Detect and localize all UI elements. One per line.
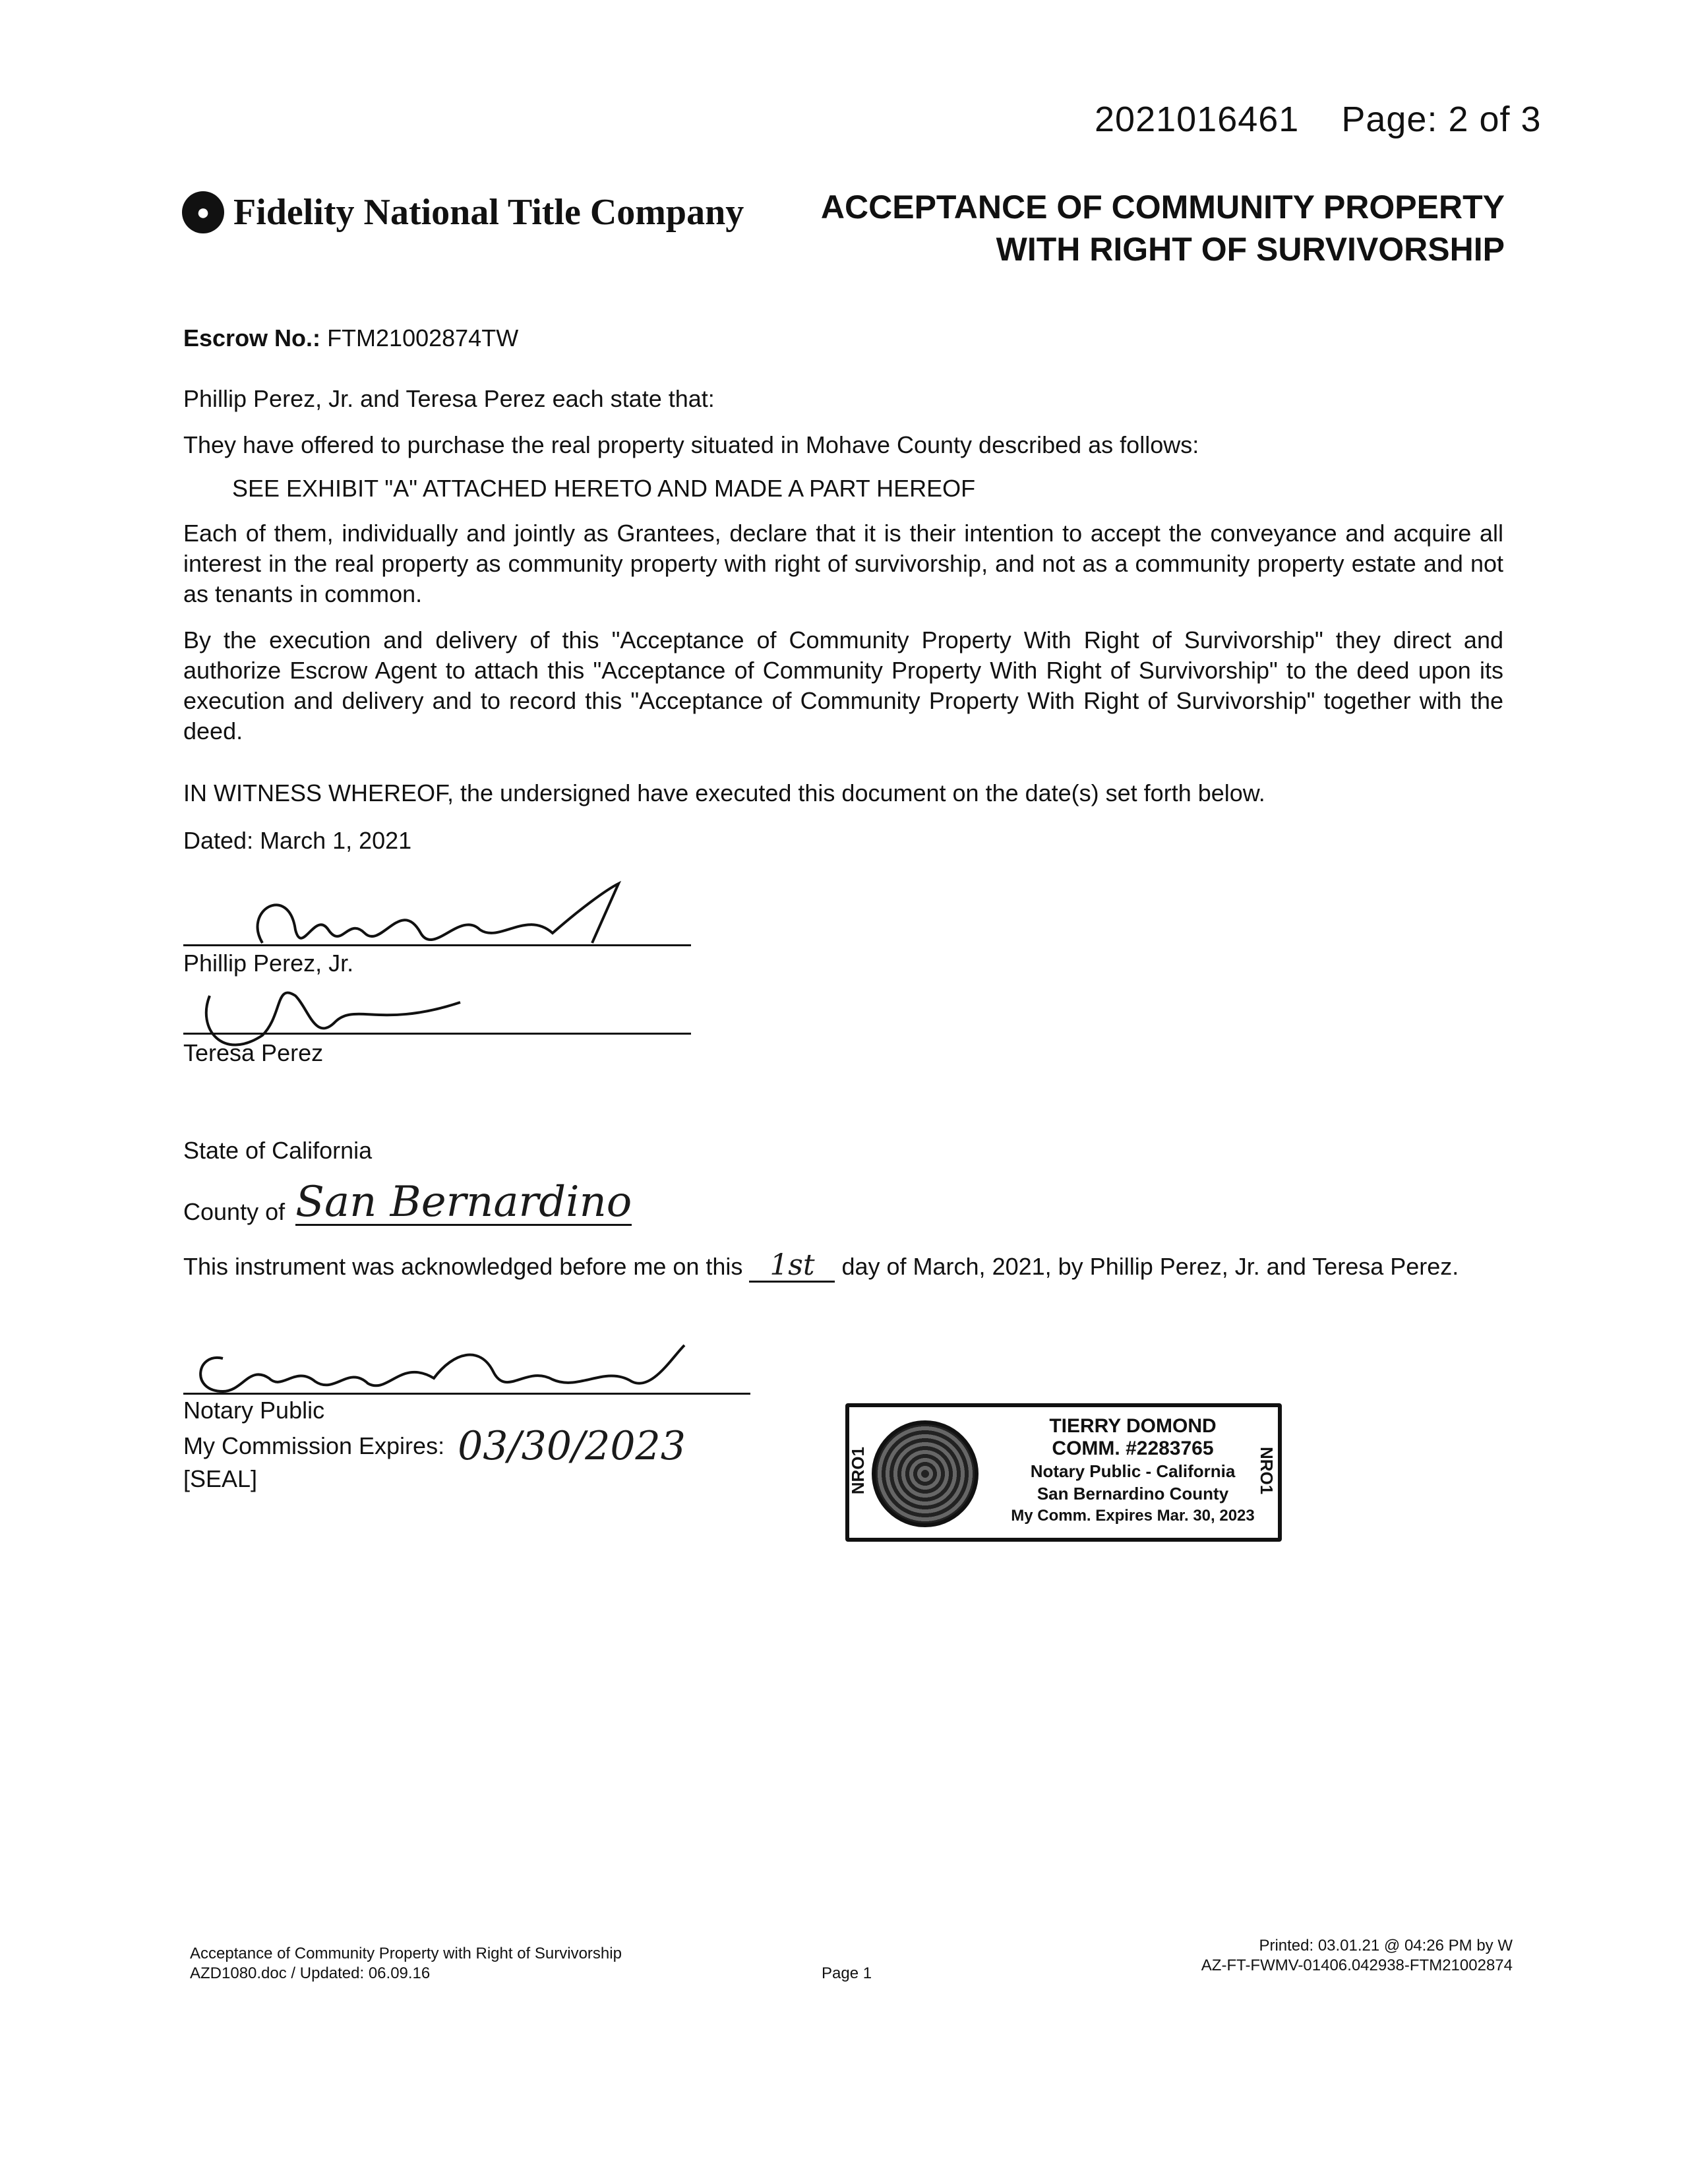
- footer-left: Acceptance of Community Property with Right of Survivorship AZD1080.doc / Updated: 06.09.16: [190, 1945, 622, 1982]
- signature-line-1: [183, 944, 691, 946]
- footer-page: Page 1: [822, 1964, 872, 1982]
- signer-2-name: Teresa Perez: [183, 1039, 324, 1066]
- stamp-line5: My Comm. Expires Mar. 30, 2023: [1011, 1507, 1255, 1525]
- notary-county: County of San Bernardino: [183, 1178, 632, 1227]
- stamp-name: TIERRY DOMOND: [1049, 1415, 1217, 1437]
- stamp-side-code-left: NRO1: [848, 1447, 868, 1495]
- notary-stamp: [845, 1403, 1282, 1542]
- commission-date-handwritten: 03/30/2023: [458, 1423, 686, 1469]
- notary-public-label: Notary Public: [183, 1397, 325, 1424]
- seal-label: [SEAL]: [183, 1465, 258, 1492]
- paragraph-property: They have offered to purchase the real property situated in Mohave County described as follows:: [183, 431, 1199, 458]
- commission-expires: My Commission Expires: 03/30/2023: [183, 1423, 686, 1469]
- notary-state: State of California: [183, 1137, 373, 1164]
- company-logo: [182, 191, 744, 233]
- page-indicator: Page: 2 of 3: [1341, 100, 1542, 139]
- signer-1-name: Phillip Perez, Jr.: [183, 950, 354, 977]
- stamp-side-code-right: NRO1: [1257, 1447, 1277, 1495]
- state-seal-icon: [872, 1420, 979, 1527]
- paragraph-execution: By the execution and delivery of this "Acceptance of Community Property With Right of Survivorship" they direct and authorize Escrow Agent to attach this "Acceptance of Community Property With Right of Survivorship" to the deed upon its execution and delivery and to record this "Acceptance of Community Property With Right of Survivorship" together with the deed.: [183, 626, 1503, 744]
- acknowledgment-text: This instrument was acknowledged before me on this 1st day of March, 2021, by Phillip Perez, Jr. and Teresa Perez.: [183, 1248, 1459, 1282]
- signature-line-2: [183, 1033, 691, 1035]
- ack-day-handwritten: 1st: [749, 1250, 835, 1283]
- document-title: ACCEPTANCE OF COMMUNITY PROPERTY WITH RIGHT OF SURVIVORSHIP: [820, 189, 1505, 268]
- record-number: 2021016461 Page: 2 of 3: [1095, 100, 1542, 139]
- escrow-number: Escrow No.: FTM21002874TW: [183, 324, 519, 351]
- paragraph-exhibit: SEE EXHIBIT "A" ATTACHED HERETO AND MADE A PART HEREOF: [232, 475, 976, 502]
- county-handwritten: San Bernardino: [295, 1178, 632, 1227]
- dated-line: Dated: March 1, 2021: [183, 827, 412, 854]
- stamp-line3: Notary Public - California: [1030, 1461, 1236, 1481]
- notary-signature-line: [183, 1393, 750, 1395]
- stamp-line4: San Bernardino County: [1037, 1484, 1229, 1503]
- company-name: Fidelity National Title Company: [233, 192, 744, 233]
- paragraph-parties: Phillip Perez, Jr. and Teresa Perez each state that:: [183, 385, 715, 412]
- paragraph-intention: Each of them, individually and jointly as Grantees, declare that it is their intention to accept the conveyance and acquire all interest in the real property as community property with right of survivorship, and not as a community property estate and not as tenants in common.: [183, 520, 1503, 607]
- stamp-comm: COMM. #2283765: [1052, 1438, 1214, 1459]
- footer-right: Printed: 03.01.21 @ 04:26 PM by W AZ-FT-FWMV-01406.042938-FTM21002874: [1201, 1937, 1513, 1974]
- paragraph-witness: IN WITNESS WHEREOF, the undersigned have executed this document on the date(s) set forth below.: [183, 779, 1265, 806]
- fidelity-logo-icon: ●: [182, 191, 224, 233]
